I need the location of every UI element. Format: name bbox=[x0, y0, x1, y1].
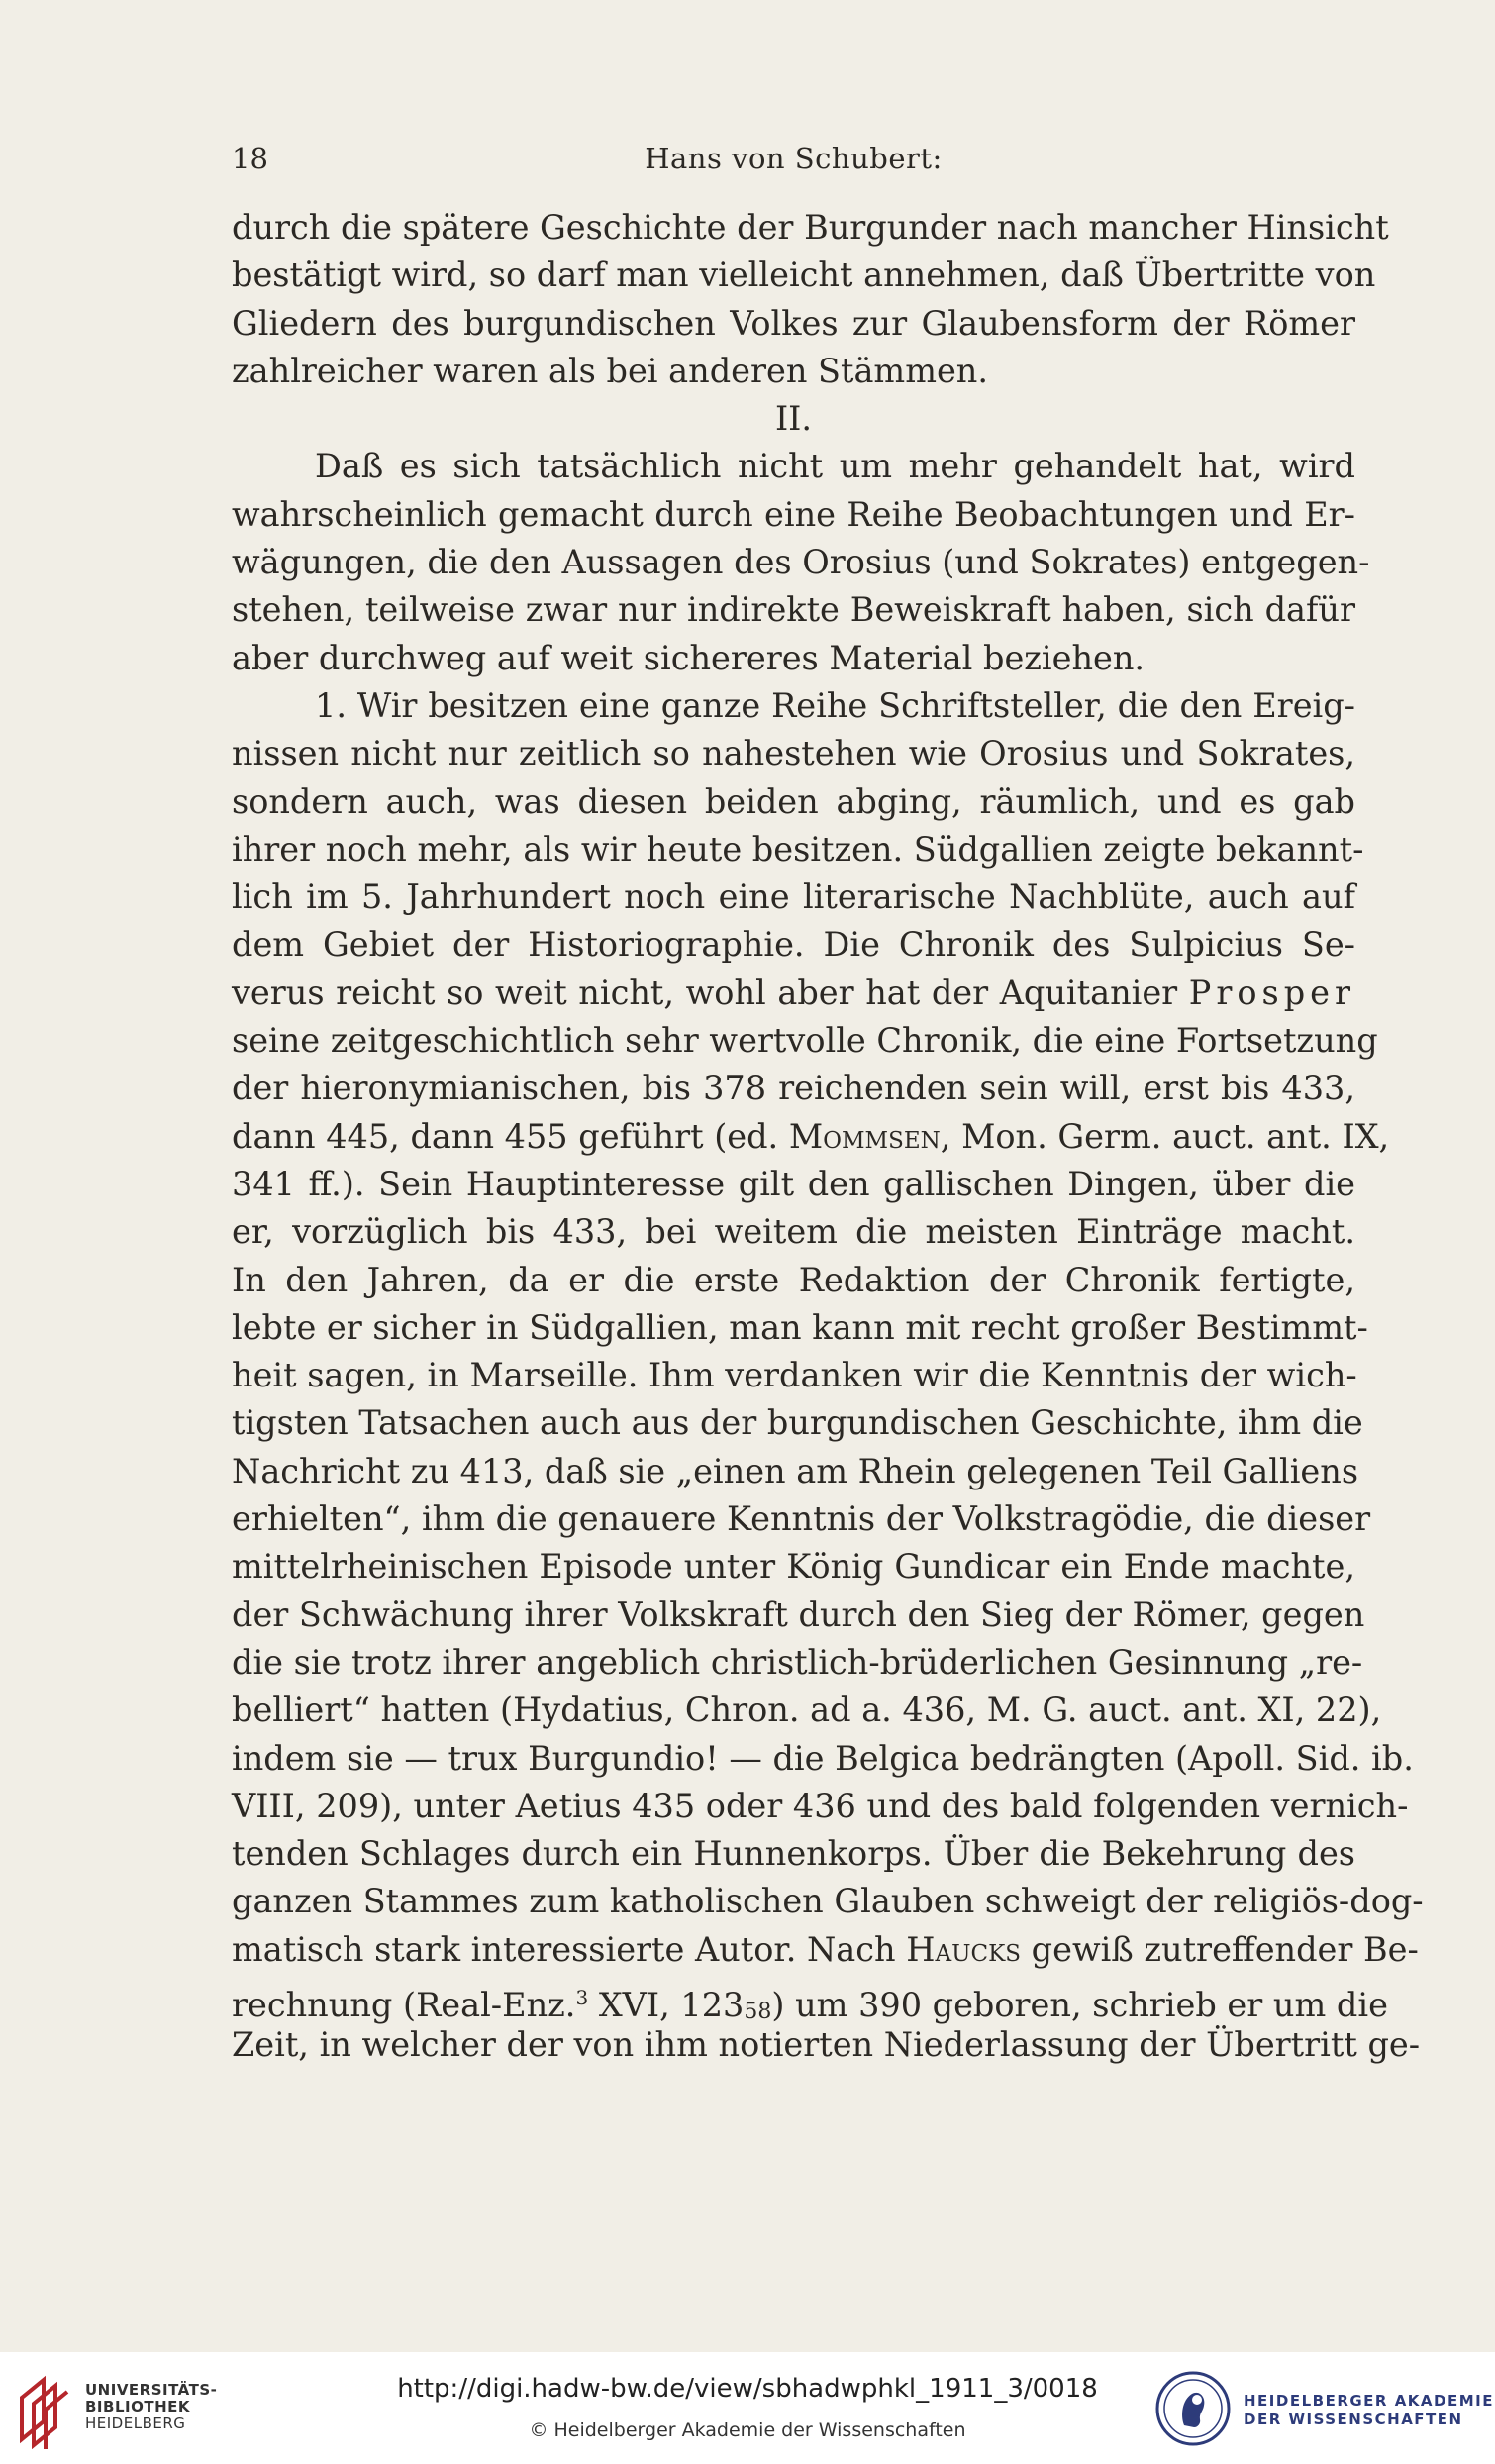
text-fragment: , Mon. Germ. auct. ant. IX, bbox=[940, 1116, 1390, 1156]
academy-line-2: DER WISSENSCHAFTEN bbox=[1244, 2411, 1463, 2428]
text-line: 1. Wir besitzen eine ganze Reihe Schriftsteller, die den Ereig- bbox=[315, 685, 1355, 725]
text-line: Zeit, in welcher der von ihm notierten Niederlassung der Übertritt ge- bbox=[232, 2025, 1421, 2065]
viewer-footer bbox=[0, 2352, 1495, 2464]
running-head bbox=[232, 139, 1355, 178]
text-line: indem sie — trux Burgundio! — die Belgica bedrängten (Apoll. Sid. ib. bbox=[232, 1738, 1414, 1778]
text-line: der Schwächung ihrer Volkskraft durch den Sieg der Römer, gegen bbox=[232, 1594, 1365, 1634]
text-fragment: matisch stark interessierte Autor. Nach bbox=[232, 1929, 907, 1969]
text-line: bestätigt wird, so darf man vielleicht annehmen, daß Übertritte von bbox=[232, 256, 1376, 295]
text-line: 341 ff.). Sein Hauptinteresse gilt den gallischen Dingen, über die bbox=[232, 1164, 1355, 1203]
ub-line-2: BIBLIOTHEK bbox=[85, 2398, 190, 2415]
text-line: tigsten Tatsachen auch aus der burgundischen Geschichte, ihm die bbox=[232, 1403, 1363, 1443]
permalink-url[interactable]: http://digi.hadw-bw.de/view/sbhadwphkl_1911_3/0018 bbox=[397, 2374, 1098, 2404]
text-line: durch die spätere Geschichte der Burgunder nach mancher Hinsicht bbox=[232, 208, 1389, 247]
text-line bbox=[232, 1926, 1419, 1974]
text-fragment: ) um 390 geboren, schrieb er um die bbox=[771, 1985, 1388, 2024]
text-line: wahrscheinlich gemacht durch eine Reihe Beobachtungen und Er- bbox=[232, 494, 1355, 534]
text-line: seine zeitgeschichtlich sehr wertvolle Chronik, die eine Fortsetzung bbox=[232, 1021, 1378, 1061]
text-line: nissen nicht nur zeitlich so nahestehen wie Orosius und Sokrates, bbox=[232, 734, 1355, 773]
academy-label bbox=[1244, 2392, 1494, 2429]
subscript-column: 58 bbox=[744, 1999, 772, 2024]
body-text bbox=[232, 204, 1424, 2070]
text-line bbox=[232, 970, 1355, 1017]
text-fragment: XVI, 123 bbox=[588, 1985, 745, 2024]
page-number: 18 bbox=[232, 142, 268, 175]
text-fragment: dann 445, dann 455 geführt (ed. bbox=[232, 1116, 789, 1156]
academy-seal-icon bbox=[1154, 2370, 1232, 2447]
text-line: In den Jahren, da er die erste Redaktion der Chronik fertigte, bbox=[232, 1260, 1355, 1299]
text-line: lich im 5. Jahrhundert noch eine literarische Nachblüte, auch auf bbox=[232, 877, 1355, 917]
text-line: dem Gebiet der Historiographie. Die Chronik des Sulpicius Se- bbox=[232, 925, 1355, 965]
text-line: aber durchweg auf weit sichereres Material beziehen. bbox=[232, 638, 1146, 677]
text-line bbox=[232, 1113, 1390, 1161]
text-line: er, vorzüglich bis 433, bei weitem die meisten Einträge macht. bbox=[232, 1212, 1355, 1252]
text-line: mittelrheinischen Episode unter König Gundicar ein Ende machte, bbox=[232, 1547, 1355, 1587]
text-line: sondern auch, was diesen beiden abging, räumlich, und es gab bbox=[232, 781, 1355, 821]
text-line: belliert“ hatten (Hydatius, Chron. ad a. 436, M. G. auct. ant. XI, 22), bbox=[232, 1691, 1382, 1730]
text-fragment: verus reicht so weit nicht, wohl aber hat der Aquitanier bbox=[232, 973, 1189, 1012]
superscript-edition: 3 bbox=[575, 1985, 589, 2009]
text-line: Gliedern des burgundischen Volkes zur Glaubensform der Römer bbox=[232, 303, 1355, 343]
text-line: Daß es sich tatsächlich nicht um mehr gehandelt hat, wird bbox=[315, 447, 1355, 486]
text-line bbox=[232, 1974, 1388, 2024]
text-line: tenden Schlages durch ein Hunnenkorps. Über die Bekehrung des bbox=[232, 1834, 1355, 1874]
text-line: wägungen, die den Aussagen des Orosius (und Sokrates) entgegen- bbox=[232, 543, 1370, 582]
academy-line-1: HEIDELBERGER AKADEMIE bbox=[1244, 2392, 1494, 2410]
text-line: der hieronymianischen, bis 378 reichenden sein will, erst bis 433, bbox=[232, 1069, 1355, 1108]
author-name-mommsen: Mommsen bbox=[788, 1116, 941, 1156]
author-name-haucks: Haucks bbox=[906, 1929, 1022, 1969]
copyright-notice: © Heidelberger Akademie der Wissenschaften bbox=[529, 2419, 966, 2441]
text-line: Nachricht zu 413, daß sie „einen am Rhein gelegenen Teil Galliens bbox=[232, 1451, 1359, 1490]
text-fragment: gewiß zutreffender Be- bbox=[1021, 1929, 1419, 1969]
ub-line-1: UNIVERSITÄTS- bbox=[85, 2381, 218, 2399]
text-line: zahlreicher waren als bei anderen Stämmen. bbox=[232, 351, 989, 390]
text-line: die sie trotz ihrer angeblich christlich-brüderlichen Gesinnung „re- bbox=[232, 1642, 1363, 1682]
spaced-name-prosper: Prosper bbox=[1188, 973, 1355, 1012]
text-line: stehen, teilweise zwar nur indirekte Beweiskraft haben, sich dafür bbox=[232, 590, 1355, 630]
text-fragment: rechnung (Real-Enz. bbox=[232, 1985, 576, 2024]
text-line: heit sagen, in Marseille. Ihm verdanken wir die Kenntnis der wich- bbox=[232, 1356, 1357, 1395]
text-line: VIII, 209), unter Aetius 435 oder 436 und des bald folgenden vernich- bbox=[232, 1786, 1409, 1825]
text-line: lebte er sicher in Südgallien, man kann mit recht großer Bestimmt- bbox=[232, 1307, 1368, 1347]
text-line: erhielten“, ihm die genauere Kenntnis der Volkstragödie, die dieser bbox=[232, 1499, 1371, 1539]
section-heading: II. bbox=[774, 399, 813, 439]
ub-line-3: HEIDELBERG bbox=[85, 2414, 186, 2432]
running-head-title: Hans von Schubert: bbox=[645, 142, 943, 175]
text-line: ihrer noch mehr, als wir heute besitzen. Südgallien zeigte bekannt- bbox=[232, 829, 1364, 869]
text-line: ganzen Stammes zum katholischen Glauben schweigt der religiös-dog- bbox=[232, 1882, 1424, 1921]
